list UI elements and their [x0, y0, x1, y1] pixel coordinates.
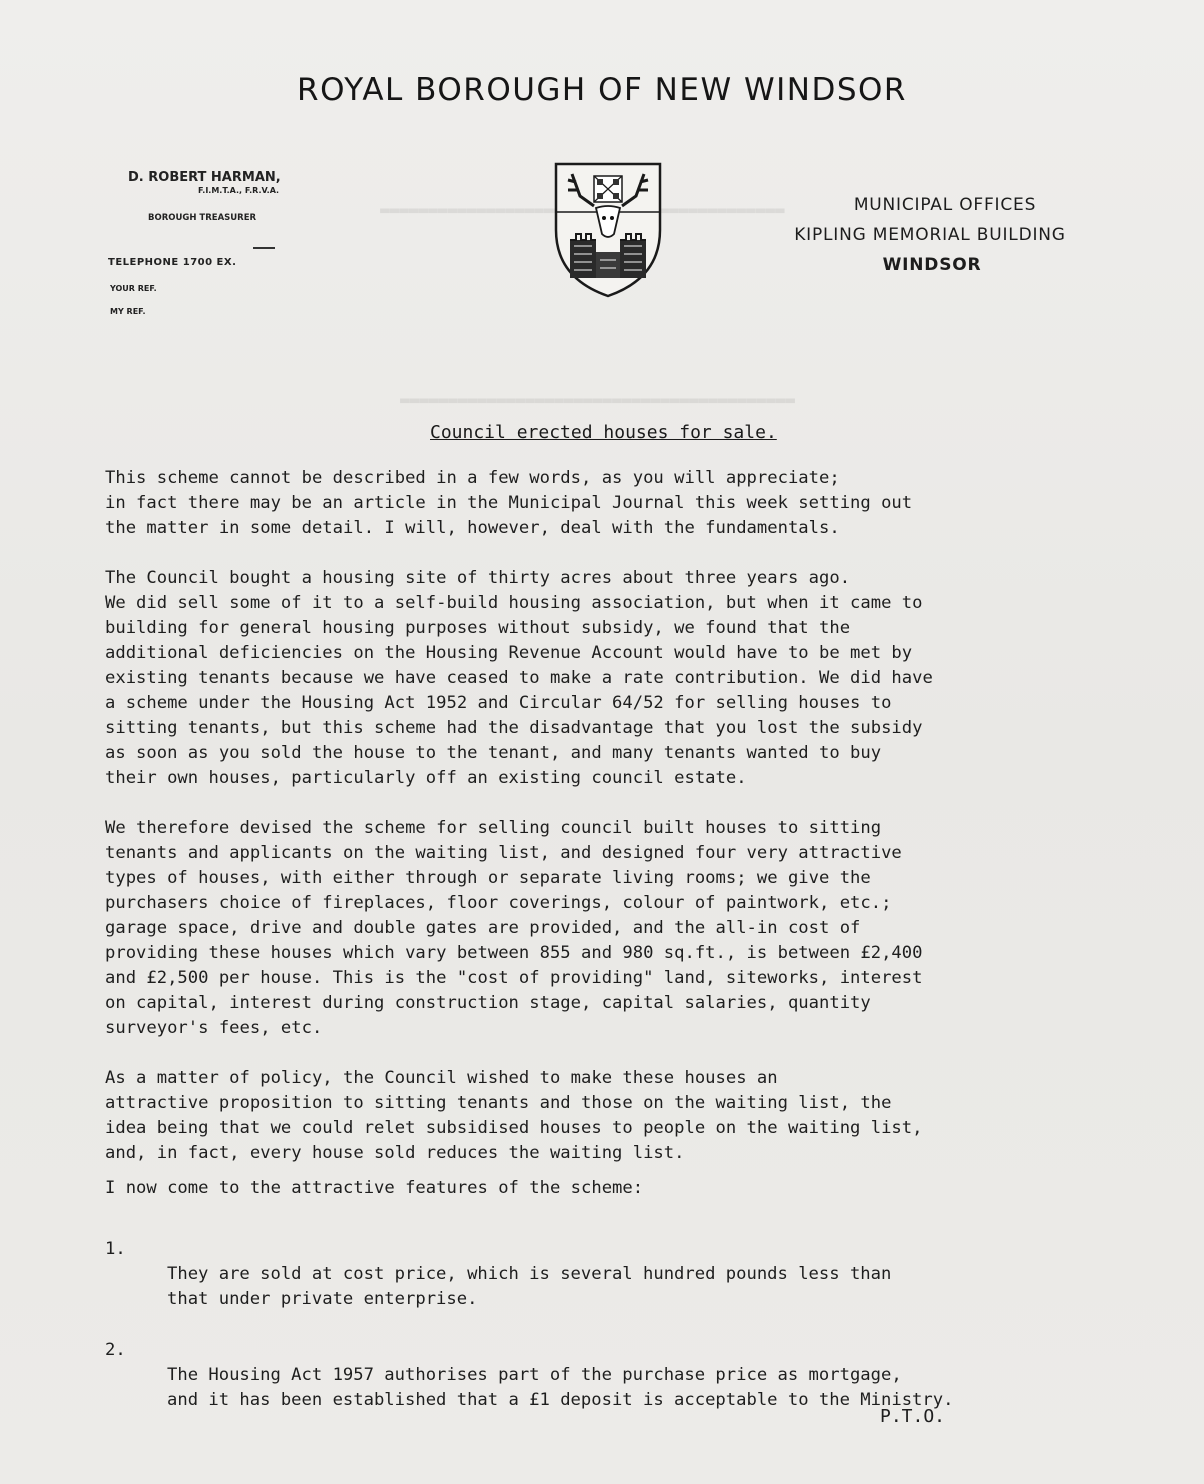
body-paragraph: We therefore devised the scheme for selling council built houses to sitting tenants and applicants on the waiting list, and designed four very attractive types of houses, with either through or separate living rooms; we give the purchasers choice of fireplaces, floor coverings, colour of paintwork, etc.; garage space, drive and double gates are provided, and the all-in cost of providing these houses which vary between 855 and 980 sq.ft., is between £2,400 and £2,500 per house. This is the "cost of providing" land, siteworks, interest on capital, interest during construction stage, capital salaries, quantity surveyor's fees, etc.	[105, 818, 923, 1038]
office-line-2: KIPLING MEMORIAL BUILDING	[794, 225, 1066, 245]
officer-role: BOROUGH TREASURER	[148, 213, 257, 223]
show-through-text: ▬▬▬▬▬▬▬▬▬▬▬▬▬▬▬▬▬▬▬▬▬▬▬▬▬▬▬▬▬▬▬▬▬▬▬▬▬▬▬▬▬	[400, 390, 795, 409]
body-paragraph: The Council bought a housing site of thirty acres about three years ago. We did sell some of it to a self-build housing association, but when it came to building for general housing purposes without subsidy, we found that the additional deficiencies on the Housing Revenue Account would have to be met by existing tenants because we have ceased to make a rate contribution. We did have a scheme under the Housing Act 1952 and Circular 64/52 for selling houses to sitting tenants, but this scheme had the disadvantage that you lost the subsidy as soon as you sold the house to the tenant, and many tenants wanted to buy their own houses, particularly off an existing council estate.	[105, 568, 933, 788]
letter-body	[105, 466, 1115, 1438]
please-turn-over: P.T.O.	[880, 1406, 946, 1427]
list-item-number: 2.	[105, 1340, 126, 1360]
letter-subject: Council erected houses for sale.	[430, 422, 777, 443]
treasurer-block	[108, 170, 281, 316]
body-paragraph: As a matter of policy, the Council wished to make these houses an attractive proposition to sitting tenants and those on the waiting list, the idea being that we could relet subsidised houses to people on the waiting list, and, in fact, every house sold reduces the waiting list.	[105, 1068, 923, 1163]
office-address	[740, 190, 1120, 280]
list-item-text: The Housing Act 1957 authorises part of the purchase price as mortgage, and it has been established that a £1 deposit is acceptable to the Ministry.	[167, 1365, 954, 1410]
officer-name: D. ROBERT HARMAN,	[128, 170, 281, 185]
body-paragraph: This scheme cannot be described in a few words, as you will appreciate; in fact there may be an article in the Municipal Journal this week setting out the matter in some detail. I will, however, deal with the fundamentals.	[105, 468, 913, 538]
body-paragraph: I now come to the attractive features of the scheme:	[105, 1178, 644, 1198]
my-ref: MY REF.	[110, 307, 146, 316]
list-item	[105, 1338, 1115, 1413]
telephone: TELEPHONE 1700 EX.	[108, 257, 237, 268]
office-line-3: WINDSOR	[882, 255, 982, 275]
list-item	[105, 1237, 1115, 1312]
list-item-text: They are sold at cost price, which is several hundred pounds less than that under private enterprise.	[167, 1264, 892, 1309]
list-item-number: 1.	[105, 1239, 126, 1259]
officer-qualifications: F.I.M.T.A., F.R.V.A.	[198, 186, 280, 195]
borough-crest-icon	[550, 160, 666, 300]
divider	[253, 247, 275, 249]
office-line-1: MUNICIPAL OFFICES	[853, 195, 1037, 215]
letterhead-title: ROYAL BOROUGH OF NEW WINDSOR	[297, 72, 907, 108]
your-ref: YOUR REF.	[110, 284, 157, 293]
